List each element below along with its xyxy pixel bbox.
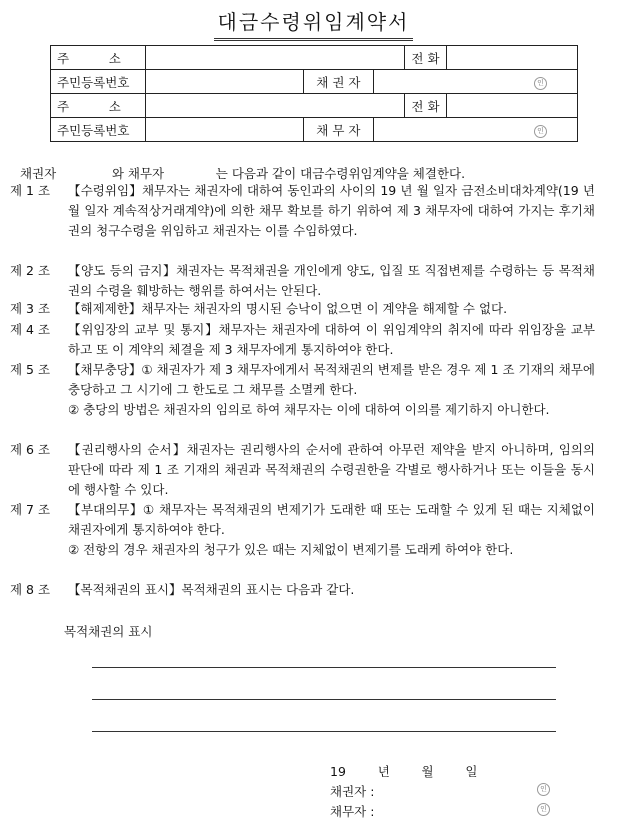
- article-text: 목적채권의 표시는 다음과 같다.: [181, 582, 355, 597]
- article-6: [10, 440, 595, 500]
- document-title-wrap: [0, 6, 627, 41]
- target-claim-label: 목적채권의 표시: [64, 624, 153, 639]
- article-1: [10, 181, 595, 241]
- debtor-address-row: [51, 94, 578, 118]
- article-number: 제 8 조: [10, 582, 51, 597]
- debtor-phone-field[interactable]: [446, 94, 577, 118]
- creditor-label: 채 권 자: [303, 70, 373, 94]
- creditor-id-row: [51, 70, 578, 94]
- article-2: [10, 261, 595, 301]
- article-heading: 【권리행사의 순서】: [68, 442, 187, 457]
- article-heading: 【위임장의 교부 및 통지】: [68, 322, 219, 337]
- article-heading: 【목적채권의 표시】: [68, 582, 182, 597]
- creditor-phone-field[interactable]: [446, 46, 577, 70]
- article-4: [10, 320, 595, 360]
- party-info-table: [50, 45, 578, 142]
- target-claim-line-1[interactable]: [92, 667, 556, 668]
- article-text: 채권자는 권리행사의 순서에 관하여 아무런 제약을 받지 아니하며, 임의의 판단에 따라 제 1 조 기재의 채권과 목적채권의 수령권한을 각별로 행사하거나 또는 이들을 동시에 행사할 수 있다.: [68, 442, 596, 497]
- seal-icon: 인: [537, 783, 550, 796]
- debtor-id-row: [51, 118, 578, 142]
- debtor-name-field[interactable]: [373, 118, 577, 142]
- address-label: 주 소: [51, 46, 146, 70]
- contract-date: 19 년 월 일: [330, 764, 478, 779]
- article-heading: 【양도 등의 금지】: [68, 263, 177, 278]
- article-text: 채무자는 채권자에 대하여 동인과의 사이의 19 년 월 일자 금전소비대차계약(19 년 월 일자 계속적상거래계약)에 의한 채무 확보를 하기 위하여 제 3 채무자에 대하여 가지는 후기채권의 청구수령을 위임하고 채권자는 이를 수임하였다.: [68, 183, 595, 238]
- creditor-address-row: [51, 46, 578, 70]
- article-7: [10, 500, 595, 560]
- document-title: 대금수령위임계약서: [214, 6, 414, 41]
- article-5: [10, 360, 595, 420]
- creditor-name-field[interactable]: [373, 70, 577, 94]
- creditor-signature-label: 채권자 :: [330, 784, 375, 799]
- article-text: 채무자는 채권자에 대하여 이 위임계약의 취지에 따라 위임장을 교부하고 또 이 계약의 체결을 제 3 채무자에게 통지하여야 한다.: [68, 322, 595, 357]
- article-heading: 【부대의무】: [68, 502, 143, 517]
- target-claim-line-2[interactable]: [92, 699, 556, 700]
- article-text: ① 채권자가 제 3 채무자에게서 목적채권의 변제를 받은 경우 제 1 조 기재의 채무에 충당하고 그 시기에 그 한도로 그 채무를 소멸케 한다.: [68, 362, 595, 397]
- article-number: 제 1 조: [10, 183, 51, 198]
- phone-label: 전 화: [405, 46, 446, 70]
- debtor-id-field[interactable]: [145, 118, 303, 142]
- phone-label: 전 화: [405, 94, 446, 118]
- article-text: 채권자는 목적채권을 개인에게 양도, 입질 또 직접변제를 수령하는 등 목적채권의 수령을 훼방하는 행위를 하여서는 안된다.: [68, 263, 595, 298]
- article-text: ① 채무자는 목적채권의 변제기가 도래한 때 또는 도래할 수 있게 된 때는 지체없이 채권자에게 통지하여야 한다.: [68, 502, 595, 537]
- debtor-label: 채 무 자: [303, 118, 373, 142]
- creditor-id-field[interactable]: [145, 70, 303, 94]
- debtor-signature-label: 채무자 :: [330, 804, 375, 819]
- article-heading: 【수령위임】: [68, 183, 142, 198]
- article-number: 제 7 조: [10, 502, 51, 517]
- article-text: 채무자는 채권자의 명시된 승낙이 없으면 이 계약을 해제할 수 없다.: [141, 301, 508, 316]
- target-claim-line-3[interactable]: [92, 731, 556, 732]
- debtor-address-field[interactable]: [145, 94, 405, 118]
- article-number: 제 3 조: [10, 301, 51, 316]
- id-label: 주민등록번호: [51, 118, 146, 142]
- article-number: 제 5 조: [10, 362, 51, 377]
- article-paragraph-2: ② 전항의 경우 채권자의 청구가 있은 때는 지체없이 변제기를 도래케 하여야 한다.: [68, 542, 514, 557]
- article-heading: 【해제제한】: [68, 301, 142, 316]
- seal-icon: 인: [534, 77, 547, 90]
- seal-icon: 인: [534, 125, 547, 138]
- creditor-address-field[interactable]: [145, 46, 405, 70]
- article-8: [10, 580, 595, 600]
- article-heading: 【채무충당】: [68, 362, 142, 377]
- article-3: [10, 299, 595, 319]
- article-number: 제 4 조: [10, 322, 51, 337]
- article-paragraph-2: ② 충당의 방법은 채권자의 임의로 하여 채무자는 이에 대하여 이의를 제기하지 아니한다.: [68, 402, 550, 417]
- article-number: 제 6 조: [10, 442, 51, 457]
- address-label: 주 소: [51, 94, 146, 118]
- id-label: 주민등록번호: [51, 70, 146, 94]
- seal-icon: 인: [537, 803, 550, 816]
- article-number: 제 2 조: [10, 263, 51, 278]
- intro-paragraph: 채권자 와 채무자 는 다음과 같이 대금수령위임계약을 체결한다.: [20, 166, 466, 181]
